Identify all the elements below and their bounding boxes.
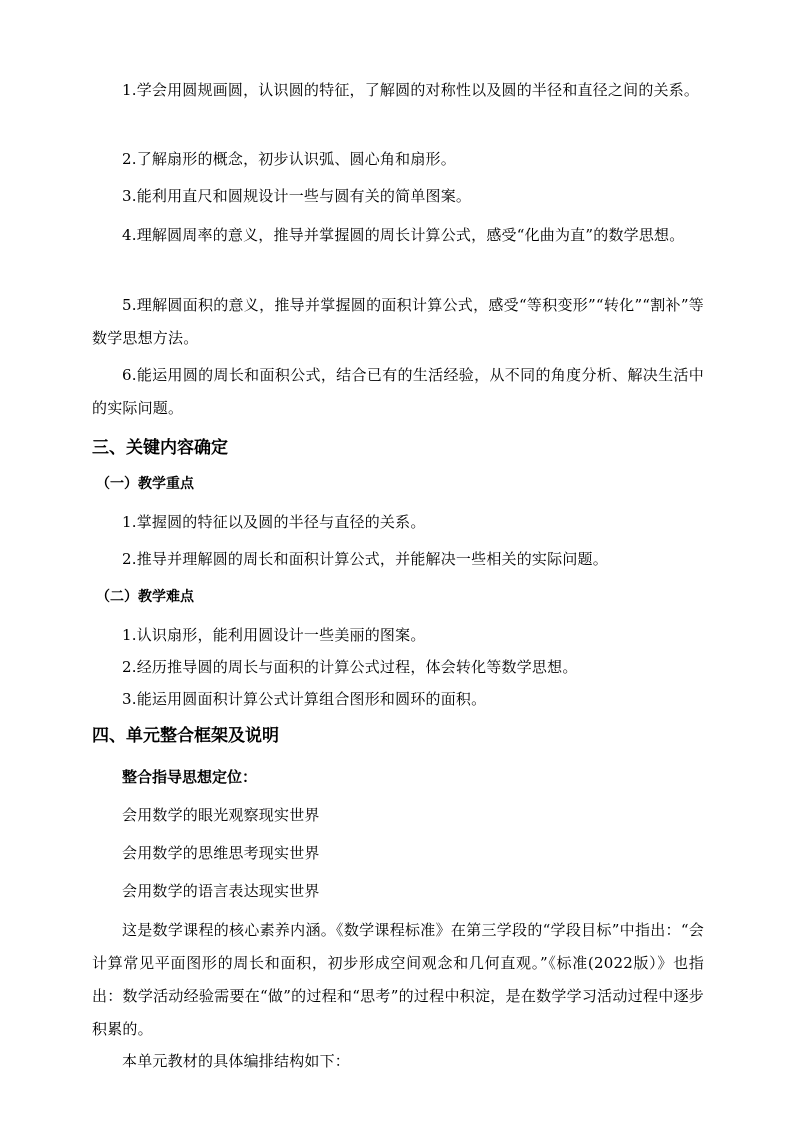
key-point-1: 1.掌握圆的特征以及圆的半径与直径的关系。 bbox=[122, 513, 426, 531]
objective-2: 2.了解扇形的概念，初步认识弧、圆心角和扇形。 bbox=[122, 150, 456, 168]
key-point-2: 2.推导并理解圆的周长和面积计算公式，并能解决一些相关的实际问题。 bbox=[122, 550, 608, 568]
guiding-item-3: 会用数学的语言表达现实世界 bbox=[122, 882, 320, 900]
closing-paragraph: 本单元教材的具体编排结构如下： bbox=[122, 1052, 351, 1070]
difficult-point-3: 3.能运用圆面积计算公式计算组合图形和圆环的面积。 bbox=[122, 690, 487, 708]
objective-6: 6.能运用圆的周长和面积公式，结合已有的生活经验，从不同的角度分析、解决生活中的实际问题。 bbox=[92, 366, 704, 417]
difficult-point-1: 1.认识扇形，能利用圆设计一些美丽的图案。 bbox=[122, 626, 426, 644]
guiding-item-1: 会用数学的眼光观察现实世界 bbox=[122, 806, 320, 824]
difficult-points-heading: （二）教学难点 bbox=[96, 589, 194, 605]
objective-1: 1.学会用圆规画圆，认识圆的特征，了解圆的对称性以及圆的半径和直径之间的关系。 bbox=[122, 81, 700, 99]
objective-4: 4.理解圆周率的意义，推导并掌握圆的周长计算公式，感受“化曲为直”的数学思想。 bbox=[122, 226, 685, 244]
objective-3: 3.能利用直尺和圆规设计一些与圆有关的简单图案。 bbox=[122, 187, 472, 205]
objective-5: 5.理解圆面积的意义，推导并掌握圆的面积计算公式，感受“等积变形”“转化”“割补”等数学思想方法。 bbox=[92, 296, 704, 347]
difficult-point-2: 2.经历推导圆的周长与面积的计算公式过程，体会转化等数学思想。 bbox=[122, 658, 578, 676]
guiding-item-2: 会用数学的思维思考现实世界 bbox=[122, 844, 320, 862]
section-3-heading: 三、关键内容确定 bbox=[92, 438, 228, 458]
key-points-heading: （一）教学重点 bbox=[96, 476, 194, 492]
section-4-heading: 四、单元整合框架及说明 bbox=[92, 726, 279, 746]
core-literacy-paragraph: 这是数学课程的核心素养内涵。《数学课程标准》在第三学段的“学段目标”中指出：“会计算常见平面图形的周长和面积，初步形成空间观念和几何直观。”《标准(2022版）》也指出：数学活动经验需要在“做”的过程和“思考”的过程中积淀，是在数学学习活动过程中逐步积累的。 bbox=[92, 921, 704, 1038]
guiding-thought-heading: 整合指导思想定位： bbox=[122, 768, 258, 786]
